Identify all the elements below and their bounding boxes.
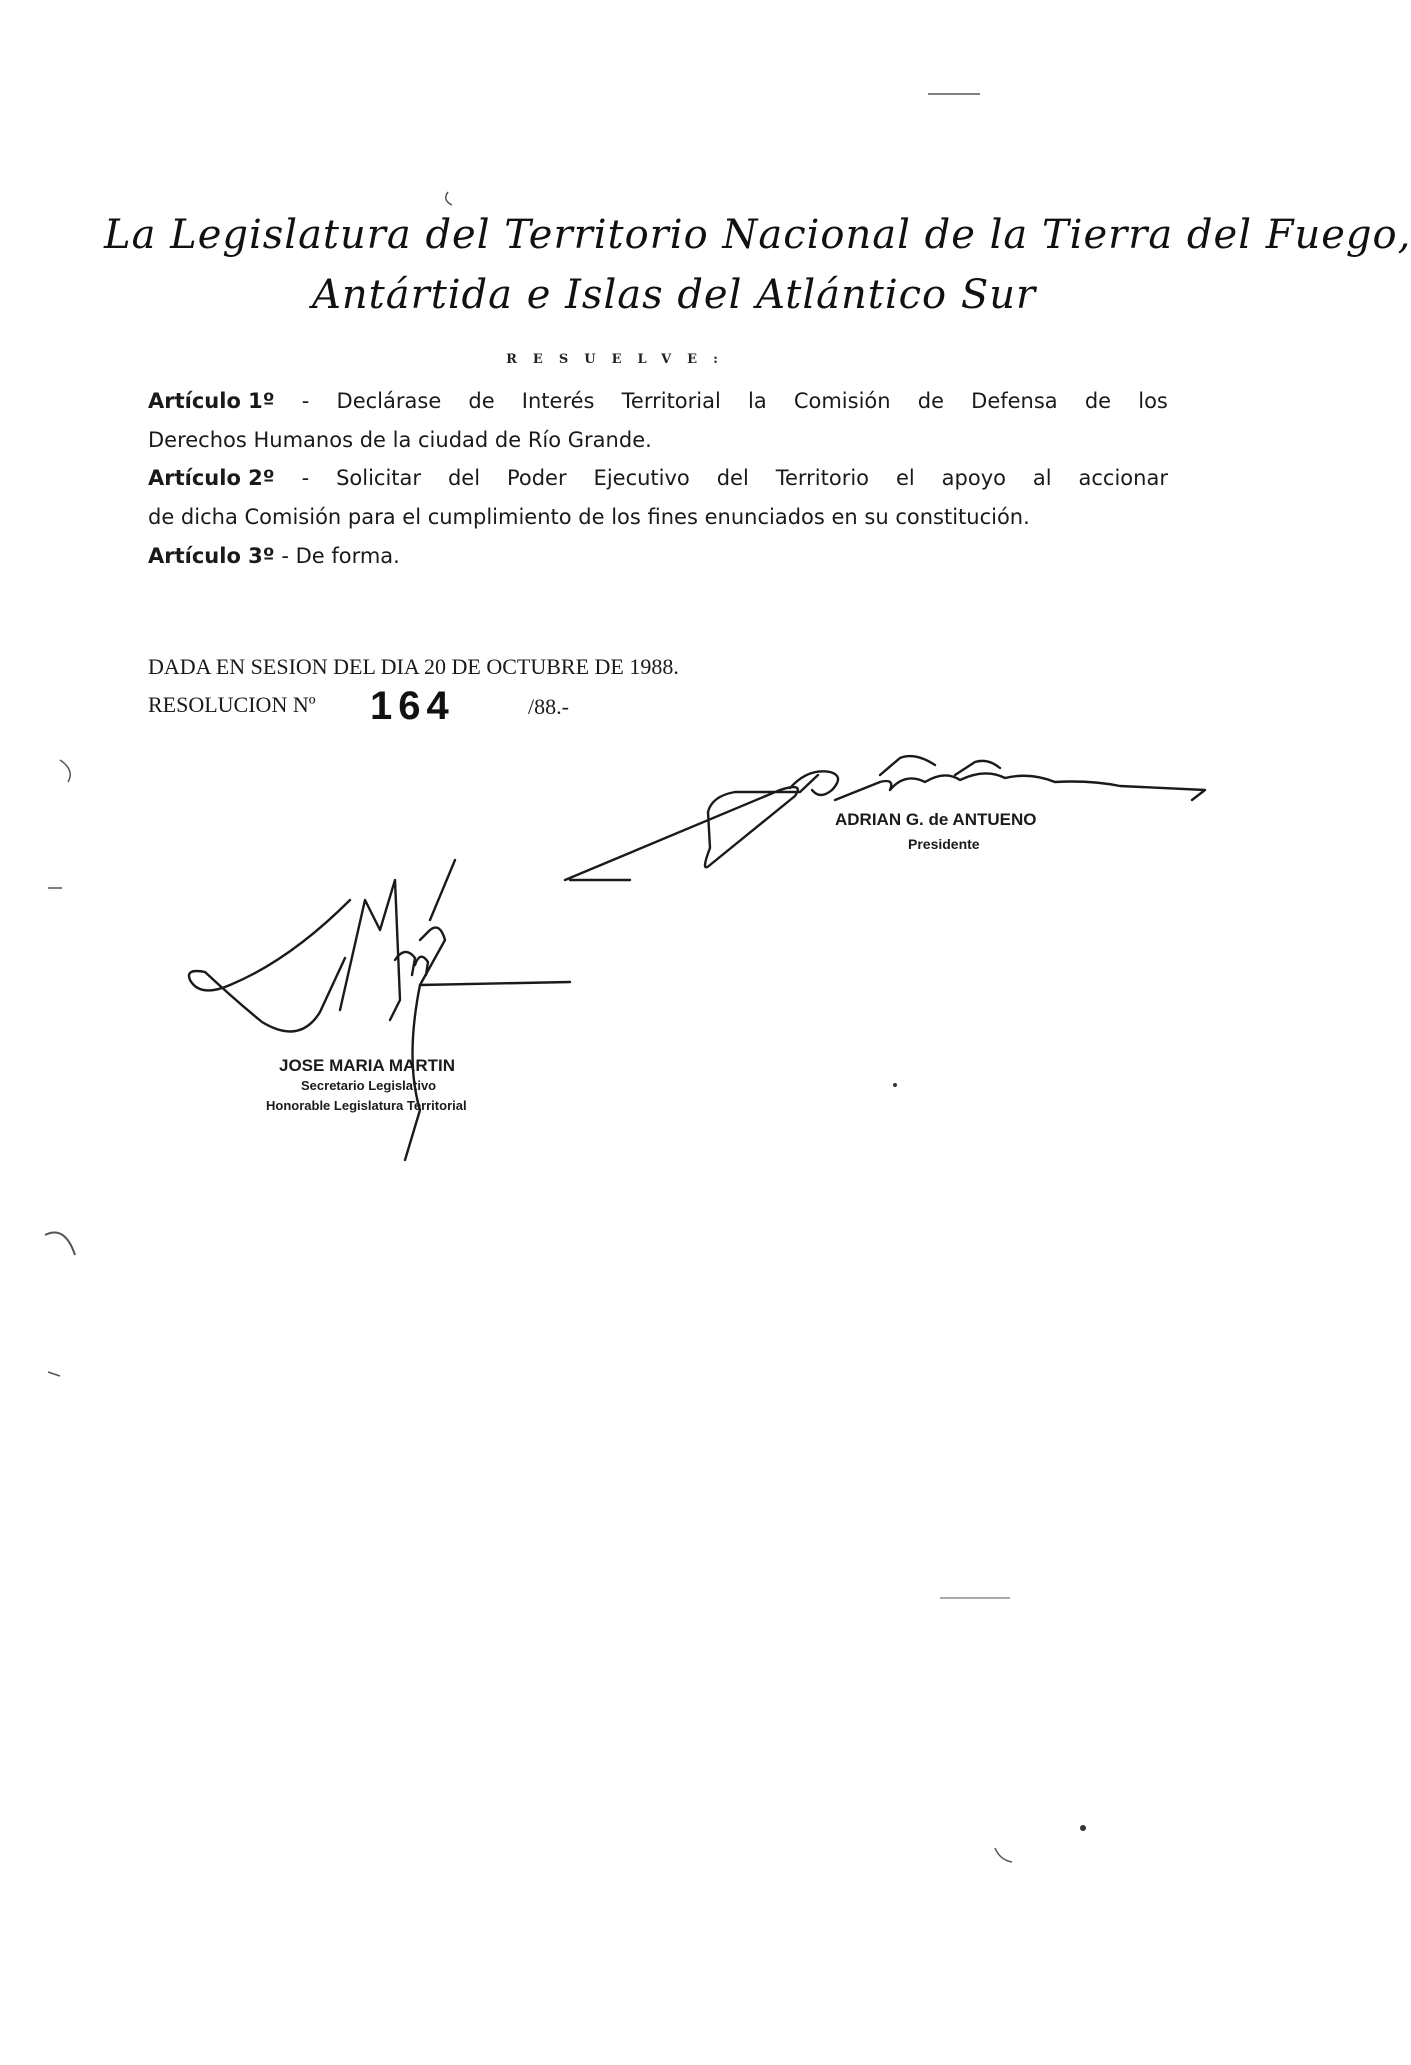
article-1-word: de bbox=[468, 389, 495, 413]
article-2-word: Poder bbox=[506, 466, 567, 490]
speck-mark bbox=[446, 192, 452, 205]
article-1-word: de bbox=[1084, 389, 1112, 413]
article-1-word: Comisión bbox=[793, 389, 891, 413]
speck-mark bbox=[45, 1233, 75, 1256]
resolution-year-suffix: /88.- bbox=[528, 694, 569, 719]
secretary-organization: Honorable Legislatura Territorial bbox=[266, 1098, 467, 1113]
article-1-word: la bbox=[747, 389, 767, 413]
article-1-label: Artículo 1º bbox=[148, 389, 275, 413]
article-2-word: Ejecutivo bbox=[593, 466, 690, 490]
resolution-label: RESOLUCION Nº bbox=[148, 692, 316, 717]
resuelve-heading: RESUELVE: bbox=[506, 352, 734, 367]
article-1-word: Defensa bbox=[971, 389, 1058, 413]
speck-dot bbox=[1080, 1825, 1086, 1831]
article-2-word: Territorio bbox=[775, 466, 870, 490]
article-1-word: Declárase bbox=[336, 389, 442, 413]
session-date-line: DADA EN SESION DEL DIA 20 DE OCTUBRE DE 1988. bbox=[148, 654, 679, 679]
letterhead-line-2: Antártida e Islas del Atlántico Sur bbox=[312, 272, 1037, 318]
speck-mark bbox=[48, 1372, 60, 1376]
article-2-word: del bbox=[447, 466, 481, 490]
article-3-text: - De forma. bbox=[281, 544, 400, 568]
article-2-word: al bbox=[1032, 466, 1052, 490]
article-2-word: el bbox=[895, 466, 915, 490]
resolution-number: 164 bbox=[370, 684, 455, 728]
article-2-label: Artículo 2º bbox=[148, 466, 275, 490]
president-title: Presidente bbox=[908, 836, 980, 852]
president-name: ADRIAN G. de ANTUENO bbox=[835, 810, 1037, 829]
article-3-label: Artículo 3º bbox=[148, 544, 275, 568]
article-1-word: de bbox=[917, 389, 944, 413]
article-1-word: - bbox=[301, 389, 310, 413]
article-2-word: Solicitar bbox=[336, 466, 422, 490]
speck-dot bbox=[893, 1083, 897, 1087]
secretary-title: Secretario Legislativo bbox=[301, 1078, 437, 1093]
speck-mark bbox=[60, 760, 70, 782]
speck-mark bbox=[995, 1848, 1012, 1862]
secretary-name: JOSE MARIA MARTIN bbox=[279, 1056, 455, 1075]
article-1-word: Territorial bbox=[621, 389, 721, 413]
article-2-word: accionar bbox=[1078, 466, 1168, 490]
article-2-line-2: de dicha Comisión para el cumplimiento de los fines enunciados en su constitución. bbox=[148, 505, 1030, 529]
letterhead-line-1: La Legislatura del Territorio Nacional de la Tierra del Fuego, bbox=[104, 212, 1411, 258]
article-2-word: apoyo bbox=[941, 466, 1006, 490]
article-1-word: Interés bbox=[521, 389, 595, 413]
article-1-line-2: Derechos Humanos de la ciudad de Río Grande. bbox=[148, 428, 652, 452]
article-2-word: del bbox=[716, 466, 749, 490]
article-2-word: - bbox=[301, 466, 310, 490]
article-1-word: los bbox=[1138, 389, 1168, 413]
